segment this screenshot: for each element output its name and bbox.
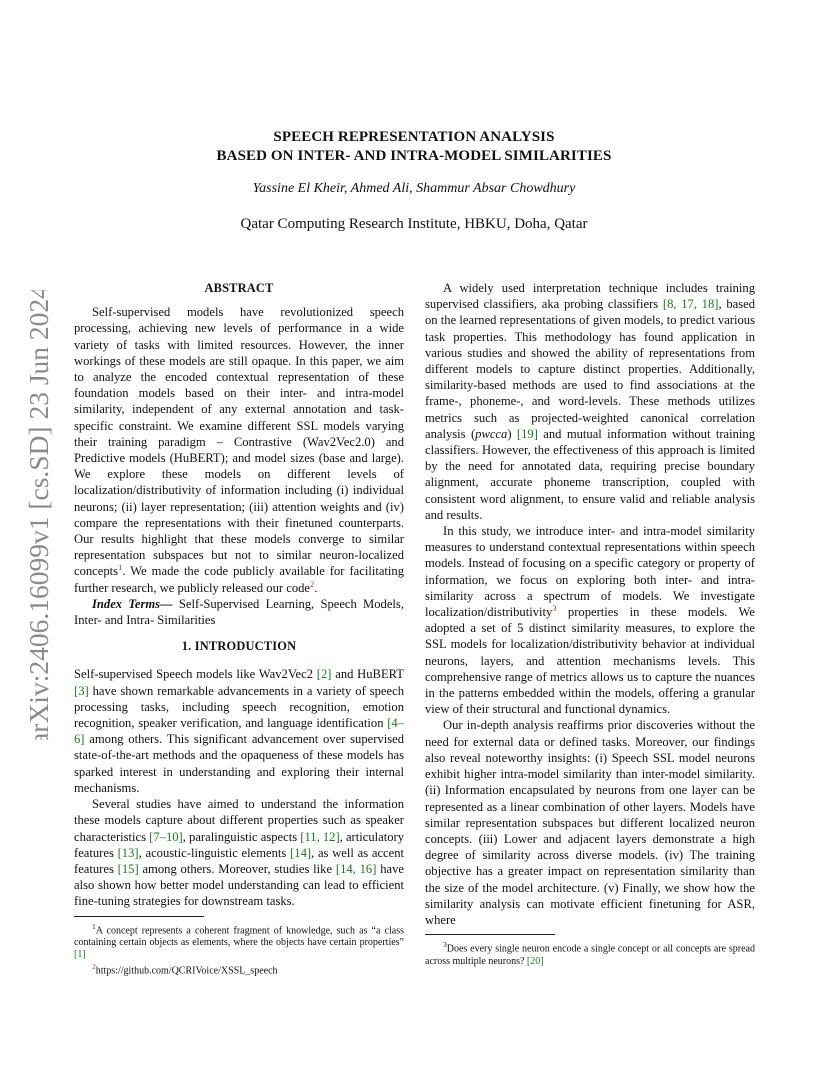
paper-title (0, 128, 828, 166)
citation-link[interactable]: [20] (526, 955, 544, 967)
intro-paragraph-1: Self-supervised Speech models like Wav2Vec2 [2] and HuBERT [3] have shown remarkable advancements in a variety of speech processing tasks, including speech recognition, emotion recognition, speaker verification, and language identification [4–6] among others. This significant advancement over supervised state-of-the-art methods and the opaqueness of these models has sparked interest in understanding and exploring their internal mechanisms. (74, 667, 404, 795)
left-column (74, 280, 404, 978)
footnote-1: $^1$A concept represents a coherent fragment of knowledge, such as “a class containing certain objects as elements, where the objects have certain properties” [1] (74, 921, 404, 961)
citation-link[interactable]: [15] (117, 861, 139, 876)
author-list: Yassine El Kheir, Ahmed Ali, Shammur Absar Chowdhury (252, 181, 576, 196)
intro-paragraph-2: Several studies have aimed to understand the information these models capture about different properties such as speaker characteristics [7–10], paralinguistic aspects [11, 12], articulatory features [13], acoustic-linguistic elements [14], as well as accent features [15] among others. Moreover, studies like [14, 16] have also shown how better model understanding can lead to efficient fine-tuning strategies for downstream tasks. (74, 797, 405, 909)
footnote-ref-3[interactable]: 3 (552, 602, 557, 613)
citation-link[interactable]: [14] (290, 845, 312, 860)
index-terms: Index Terms— Self-Supervised Learning, Speech Models, Inter- and Intra- Similarities (74, 596, 404, 628)
citation-link[interactable]: [8, 17, 18] (662, 297, 719, 312)
footnote-3: $^3$Does every single neuron encode a single concept or all concepts are spread across multiple neurons? [20] (425, 940, 755, 967)
introduction-heading: 1. INTRODUCTION (181, 639, 297, 654)
footnote-ref-1[interactable]: 1 (118, 562, 123, 573)
citation-link[interactable]: [1] (74, 949, 86, 961)
arxiv-stamp-text: arXiv:2406.16099v1 [cs.SD] 23 Jun 2024 (23, 290, 54, 740)
footnote-divider (425, 934, 555, 935)
footnote-2: $^2$https://github.com/QCRIVoice/XSSL_speech (92, 962, 278, 977)
arxiv-stamp (4, 290, 70, 740)
right-paragraph-3: Our in-depth analysis reaffirms prior discoveries without the need for external data or defined tasks. Moreover, our findings also reveal noteworthy insights: (i) Speech SSL model neurons exhibit higher intra-model similarity than inter-model similarity. (ii) Information encapsulated by neurons from one layer can be represented as a linear combination of other layers. Models have similar representation subspaces but different localized neuron concepts. (iii) Lower and adjacent layers demonstrate a high degree of similarity across diverse models. (iv) The training objective has a greater impact on representation similarity than the size of the model architecture. (v) Finally, we show how the similarity analysis can motivate efficient finetuning for ASR, where (425, 718, 755, 927)
citation-link[interactable]: [19] (516, 426, 538, 441)
citation-link[interactable]: [14, 16] (335, 861, 377, 876)
citation-link[interactable]: [13] (117, 845, 139, 860)
citation-link[interactable]: [7–10] (149, 829, 183, 844)
abstract-heading: ABSTRACT (204, 281, 274, 295)
citation-link[interactable]: [2] (316, 667, 332, 682)
paper-header (0, 128, 828, 233)
citation-link[interactable]: [3] (74, 683, 89, 698)
right-paragraph-2: In this study, we introduce inter- and intra-model similarity measures to understand contextual representations within speech models. Instead of focusing on a specific category or property of information, we focus on exploring both inter- and intra-similarity across a spectrum of models. We investigate localization/distributivity$^3$ properties in these models. We adopted a set of 5 distinct similarity measures, to explore the SSL models for localization/distributivity behavior at individual neurons, layers, and attention mechanisms levels. This comprehensive range of metrics allows us to capture the nuances in the patterns embedded within the models, offering a granular view of their structural and functional dynamics. (425, 524, 755, 717)
right-column (425, 280, 755, 968)
footnote-divider (74, 916, 204, 917)
right-paragraph-1: A widely used interpretation technique includes training supervised classifiers, aka probing classifiers [8, 17, 18], based on the learned representations of given models, to predict various task properties. This methodology has found application in various studies and showed the ability of representations from different models to capture distinct properties. Additionally, similarity-based methods are used to find associations at the frame-, phoneme-, and word-levels. These methods utilizes metrics such as projected-weighted canonical correlation analysis (pwcca) [19] and mutual information without training classifiers. However, the effectiveness of this approach is limited by the need for annotated data, requiring precise boundary alignment, accurate phoneme transcription, coupled with consistent word alignment, to ensure valid and reliable analysis and results. (425, 281, 756, 522)
code-url-link[interactable]: https://github.com/QCRIVoice/XSSL_speech (95, 965, 278, 977)
title-line-2: BASED ON INTER- AND INTRA-MODEL SIMILARITIES (216, 148, 612, 164)
footnote-ref-2[interactable]: 2 (310, 578, 315, 589)
abstract-text: Self-supervised models have revolutionized speech processing, achieving new levels of performance in a wide variety of tasks with limited resources. However, the inner workings of these models are still opaque. In this paper, we aim to analyze the encoded contextual representation of these foundation models based on their inter- and intra-model similarity, independent of any external annotation and task-specific constraint. We examine different SSL models varying their training paradigm – Contrastive (Wav2Vec2.0) and Predictive models (HuBERT); and model sizes (base and large). We explore these models on different levels of localization/distributivity of information including (i) individual neurons; (ii) layer representation; (iii) attention weights and (iv) compare the representations with their finetuned counterparts. Our results highlight that these models converge to similar representation subspaces but not to similar neuron-localized concepts$^1$. We made the code publicly available for facilitating further research, we publicly released our code$^2$. (74, 305, 404, 595)
affiliation: Qatar Computing Research Institute, HBKU, Doha, Qatar (240, 216, 588, 232)
citation-link[interactable]: [4–6] (74, 716, 404, 747)
index-terms-label: Index Terms— (92, 596, 173, 611)
citation-link[interactable]: [11, 12] (300, 829, 340, 844)
title-line-1: SPEECH REPRESENTATION ANALYSIS (273, 129, 555, 145)
